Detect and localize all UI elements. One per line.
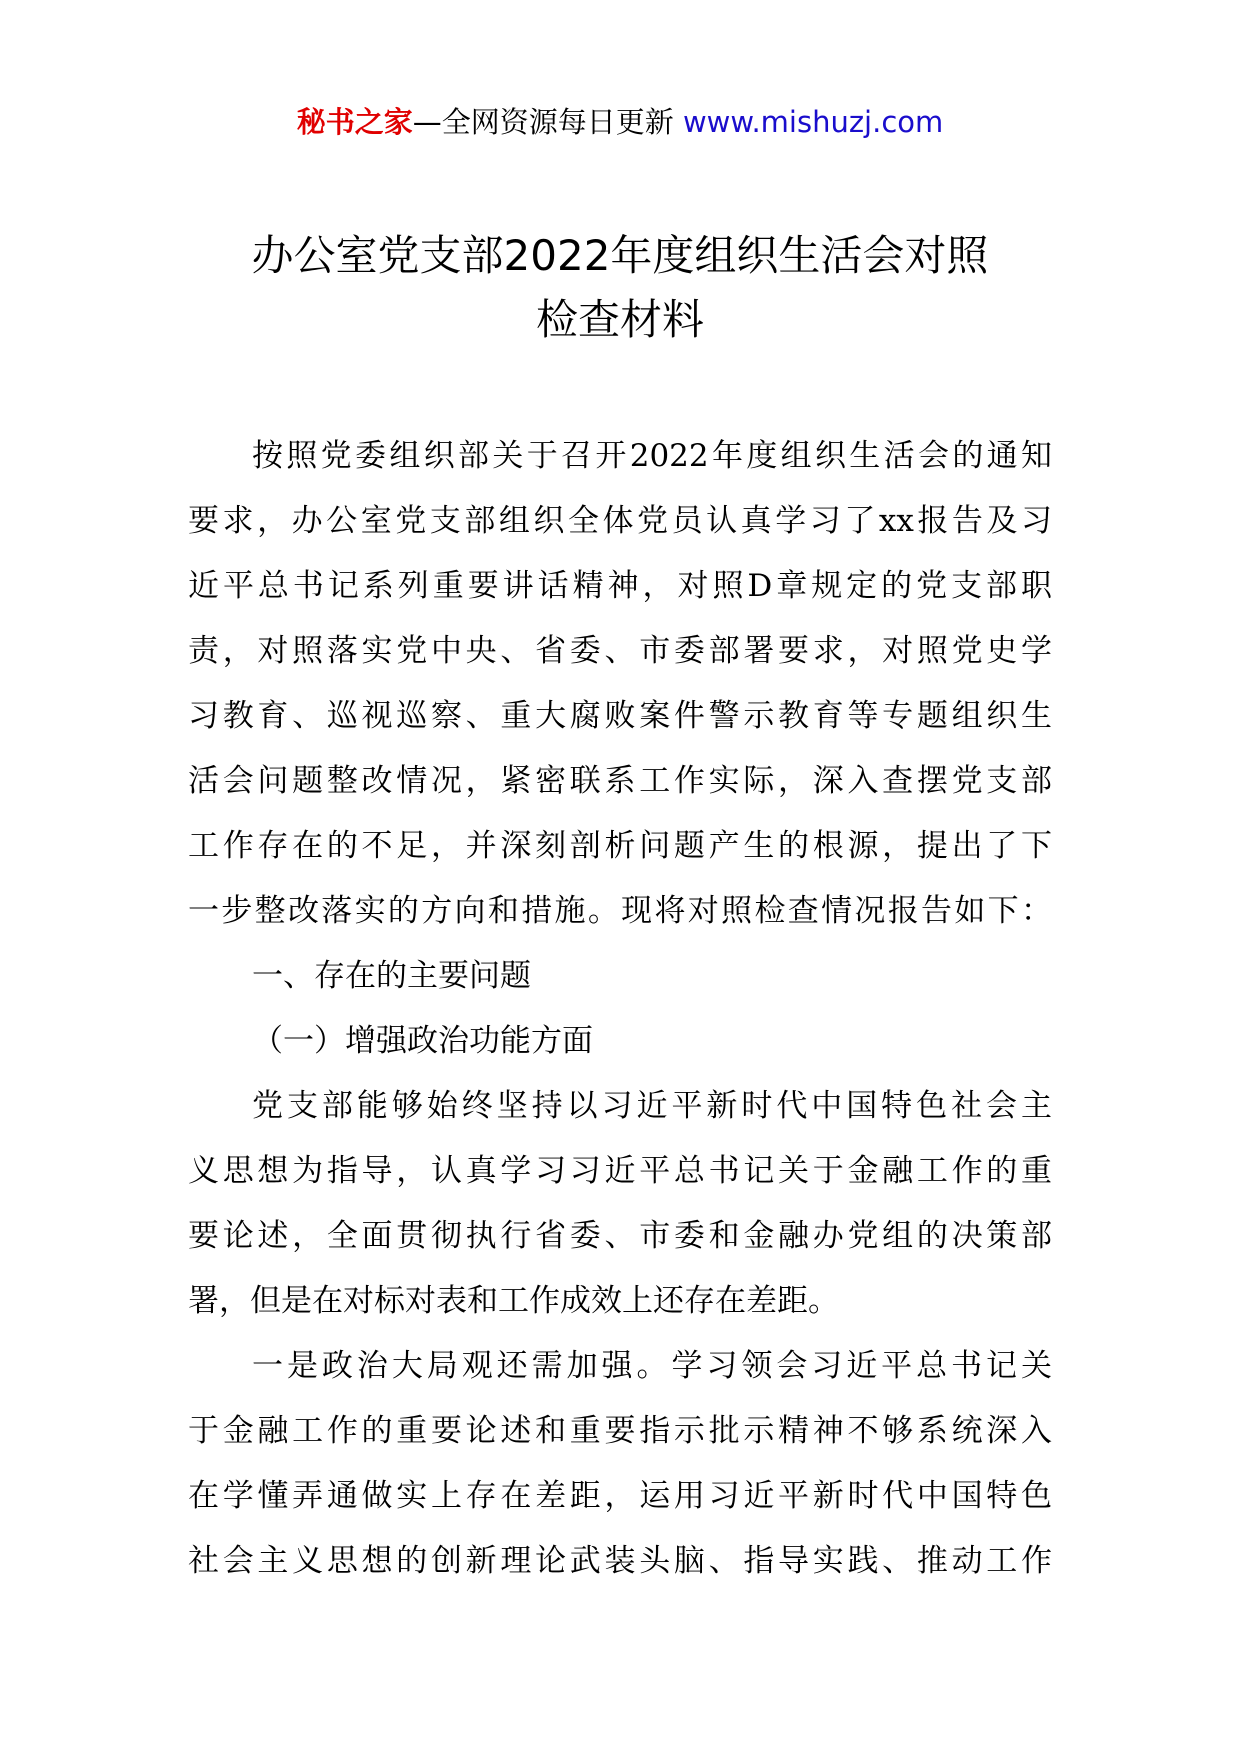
section-heading: 一、存在的主要问题 (252, 958, 531, 994)
paragraph-line: 于金融工作的重要论述和重要指示批示精神不够系统深入 (188, 1413, 1052, 1449)
paragraph-line: 署，但是在对标对表和工作成效上还存在差距。 (188, 1283, 839, 1319)
paragraph-line: 习教育、巡视巡察、重大腐败案件警示教育等专题组织生 (188, 698, 1052, 734)
subsection-heading: （一）增强政治功能方面 (252, 1023, 593, 1059)
paragraph-line: 义思想为指导，认真学习习近平总书记关于金融工作的重 (188, 1153, 1052, 1189)
document-body (188, 424, 1052, 1594)
paragraph-line: 一是政治大局观还需加强。学习领会习近平总书记关 (252, 1348, 1052, 1384)
brand-name: 秘书之家 (296, 105, 413, 139)
paragraph-line: 社会主义思想的创新理论武装头脑、指导实践、推动工作 (188, 1543, 1052, 1579)
paragraph-line: 活会问题整改情况，紧密联系工作实际，深入查摆党支部 (188, 763, 1052, 799)
site-header (0, 102, 1240, 142)
paragraph-line: 党支部能够始终坚持以习近平新时代中国特色社会主 (252, 1088, 1052, 1124)
paragraph-line: 工作存在的不足，并深刻剖析问题产生的根源，提出了下 (188, 828, 1052, 864)
header-tagline: —全网资源每日更新 (412, 105, 683, 139)
paragraph-line: 责，对照落实党中央、省委、市委部署要求，对照党史学 (188, 633, 1052, 669)
paragraph-line: 一步整改落实的方向和措施。现将对照检查情况报告如下： (188, 893, 1052, 929)
paragraph-line: 要论述，全面贯彻执行省委、市委和金融办党组的决策部 (188, 1218, 1052, 1254)
paragraph-line: 在学懂弄通做实上存在差距，运用习近平新时代中国特色 (188, 1478, 1052, 1514)
document-title (188, 224, 1052, 352)
site-url-link[interactable]: www.mishuzj.com (682, 105, 944, 139)
paragraph-line: 要求，办公室党支部组织全体党员认真学习了xx报告及习 (188, 503, 1052, 539)
title-line-2: 检查材料 (535, 295, 704, 344)
paragraph-line: 按照党委组织部关于召开2022年度组织生活会的通知 (252, 438, 1052, 474)
paragraph-line: 近平总书记系列重要讲话精神，对照D章规定的党支部职 (188, 568, 1052, 604)
title-line-1: 办公室党支部2022年度组织生活会对照 (251, 231, 989, 280)
